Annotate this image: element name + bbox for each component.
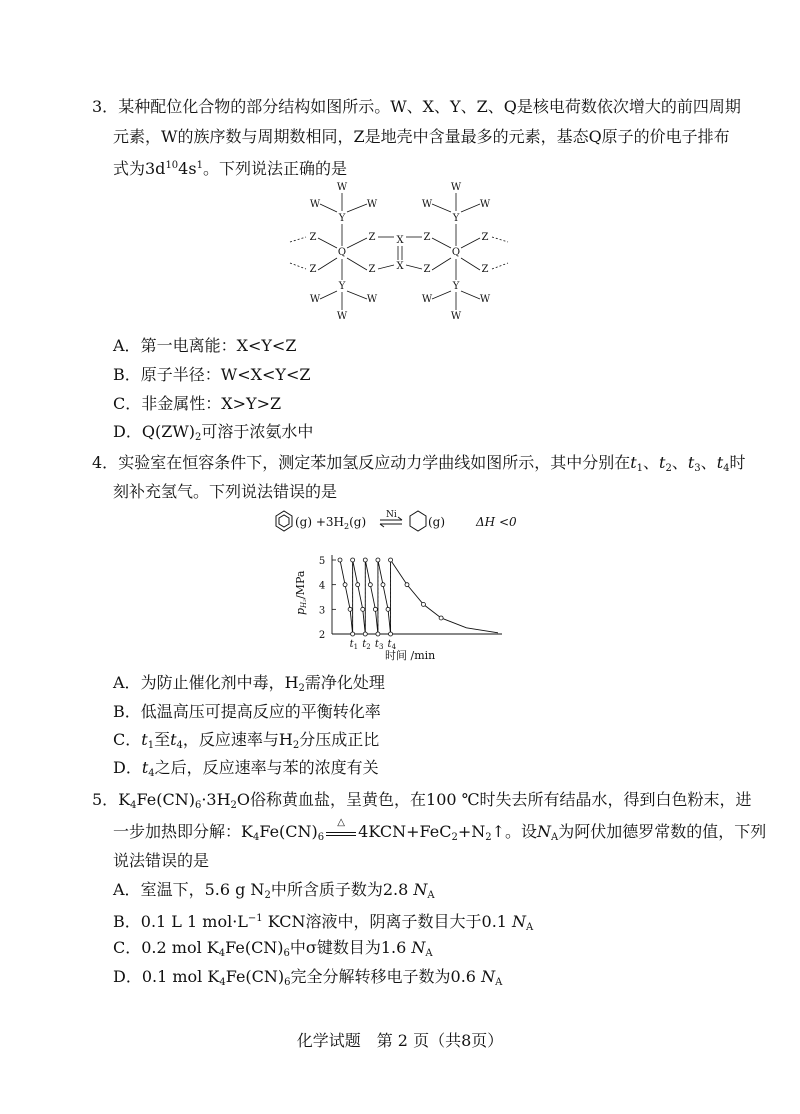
q5-line1: 5．$K_4Fe(CN)_6\cdot 3H_2O$俗称黄血盐，呈黄色，在100 ℃时失去所有结晶水，得到白色粉末，进 <box>92 790 752 811</box>
kinetics-chart <box>290 545 510 665</box>
atom-z: Z <box>368 264 376 275</box>
q4-option-b: B．低温高压可提高反应的平衡转化率 <box>113 702 381 721</box>
data-point <box>376 632 380 636</box>
atom-w: W <box>421 199 433 210</box>
data-point <box>363 632 367 636</box>
atom-z: Z <box>423 264 431 275</box>
data-point <box>421 602 425 606</box>
atom-w: W <box>421 294 433 305</box>
y-tick-label: 3 <box>318 605 326 617</box>
atom-z: Z <box>481 264 489 275</box>
svg-text:ΔH <0: ΔH <0 <box>476 515 517 529</box>
data-point <box>343 583 347 587</box>
atom-w: W <box>479 199 491 210</box>
benzene-hydrogenation-equation <box>268 505 538 539</box>
x-tick-label: $t_1$ <box>349 639 359 651</box>
atom-y: Y <box>452 281 460 292</box>
atom-w: W <box>450 311 462 322</box>
atom-w: W <box>309 199 321 210</box>
q5-option-b: B．0.1 L 1 $mol\cdot L^{-1}$ KCN溶液中，阴离子数目大于0.1 $N_A$ <box>113 912 534 933</box>
atom-z: Z <box>309 264 317 275</box>
y-tick-label: 5 <box>318 556 326 567</box>
data-point <box>348 607 352 611</box>
y-tick-label: 2 <box>318 630 326 641</box>
q3-option-c: C．非金属性：X>Y>Z <box>113 394 282 413</box>
atom-w: W <box>366 294 378 305</box>
q3-line2: 元素，W的族序数与周期数相同，Z是地壳中含量最多的元素，基态Q原子的价电子排布 <box>113 127 730 146</box>
atom-q: Q <box>337 247 347 258</box>
atom-z: Z <box>368 232 376 243</box>
coordination-structure-diagram <box>280 176 520 326</box>
atom-w: W <box>450 182 462 193</box>
q5-option-d: D．0.1 mol $K_4Fe(CN)_6$完全分解转移电子数为0.6 $N_A$ <box>113 967 503 988</box>
atom-w: W <box>336 182 348 193</box>
y-axis-label: pH₂/MPa <box>294 570 308 615</box>
data-point <box>351 558 355 562</box>
data-point <box>373 607 377 611</box>
q3-line3: 式为$3d^{10}4s^1$。下列说法正确的是 <box>113 159 347 178</box>
svg-text:Ni: Ni <box>386 510 397 520</box>
data-point <box>361 607 365 611</box>
atom-y: Y <box>452 213 460 224</box>
atom-w: W <box>309 294 321 305</box>
q3-option-b: B．原子半径：W<X<Y<Z <box>113 365 311 384</box>
heat-arrow: △ <box>326 830 356 836</box>
q4-line1: 4．实验室在恒容条件下，测定苯加氢反应动力学曲线如图所示，其中分别在$t_1$、$t_2$、$t_3$、$t_4$时 <box>92 453 746 474</box>
q3-number: 3． <box>92 97 119 116</box>
data-point <box>389 632 393 636</box>
q4-option-a: A．为防止催化剂中毒，$H_2$需净化处理 <box>113 673 385 694</box>
x-tick-label: $t_3$ <box>374 639 384 651</box>
data-point <box>351 632 355 636</box>
q4-option-d: D．$t_4$之后，反应速率与苯的浓度有关 <box>113 758 379 779</box>
page-footer: 化学试题 第 2 页（共8页） <box>296 1031 504 1050</box>
atom-w: W <box>366 199 378 210</box>
atom-y: Y <box>338 213 346 224</box>
q5-option-a: A．室温下，5.6 g $N_2$中所含质子数为2.8 $N_A$ <box>113 880 435 901</box>
atom-x: X <box>396 261 404 272</box>
pressure-curve <box>340 560 498 634</box>
atom-z: Z <box>309 232 317 243</box>
atom-z: Z <box>423 232 431 243</box>
atom-y: Y <box>338 281 346 292</box>
q4-option-c: C．$t_1$至$t_4$，反应速率与$H_2$分压成正比 <box>113 730 380 751</box>
atom-x: X <box>396 235 404 246</box>
data-point <box>338 558 342 562</box>
x-tick-label: $t_4$ <box>387 639 397 651</box>
data-point <box>386 607 390 611</box>
q3-option-a: A．第一电离能：X<Y<Z <box>113 336 297 355</box>
atom-z: Z <box>481 232 489 243</box>
atom-q: Q <box>451 247 461 258</box>
data-point <box>356 583 360 587</box>
benzene-ring-icon <box>276 511 292 531</box>
cyclohexane-ring-icon <box>410 511 426 531</box>
data-point <box>439 616 443 620</box>
y-tick-label: 4 <box>318 580 326 592</box>
data-point <box>405 583 409 587</box>
q4-line2: 刻补充氢气。下列说法错误的是 <box>113 482 338 501</box>
data-point <box>389 558 393 562</box>
data-point <box>376 558 380 562</box>
svg-text:(g) +3H2(g): $(g) +3H_2(g)$ <box>295 515 367 531</box>
q5-option-c: C．0.2 mol $K_4Fe(CN)_6$中σ键数目为1.6 $N_A$ <box>113 938 433 959</box>
q5-line3: 说法错误的是 <box>113 851 210 870</box>
x-tick-label: $t_2$ <box>362 639 371 651</box>
data-point <box>363 558 367 562</box>
data-point <box>381 583 385 587</box>
q5-line2: 一步加热即分解：$K_4Fe(CN)_6$ △ $4KCN+FeC_2+N_2↑$。设$N_A$为阿伏加德罗常数的值，下列 <box>113 816 767 843</box>
data-point <box>368 583 372 587</box>
svg-text:(g): (g) <box>428 515 446 529</box>
q3-line1: 3．某种配位化合物的部分结构如图所示。W、X、Y、Z、Q是核电荷数依次增大的前四周期 <box>92 97 741 116</box>
atom-w: W <box>336 311 348 322</box>
q3-option-d: D．$Q(ZW)_2$可溶于浓氨水中 <box>113 422 314 443</box>
atom-w: W <box>479 294 491 305</box>
x-axis-label: 时间 /min <box>385 649 436 662</box>
